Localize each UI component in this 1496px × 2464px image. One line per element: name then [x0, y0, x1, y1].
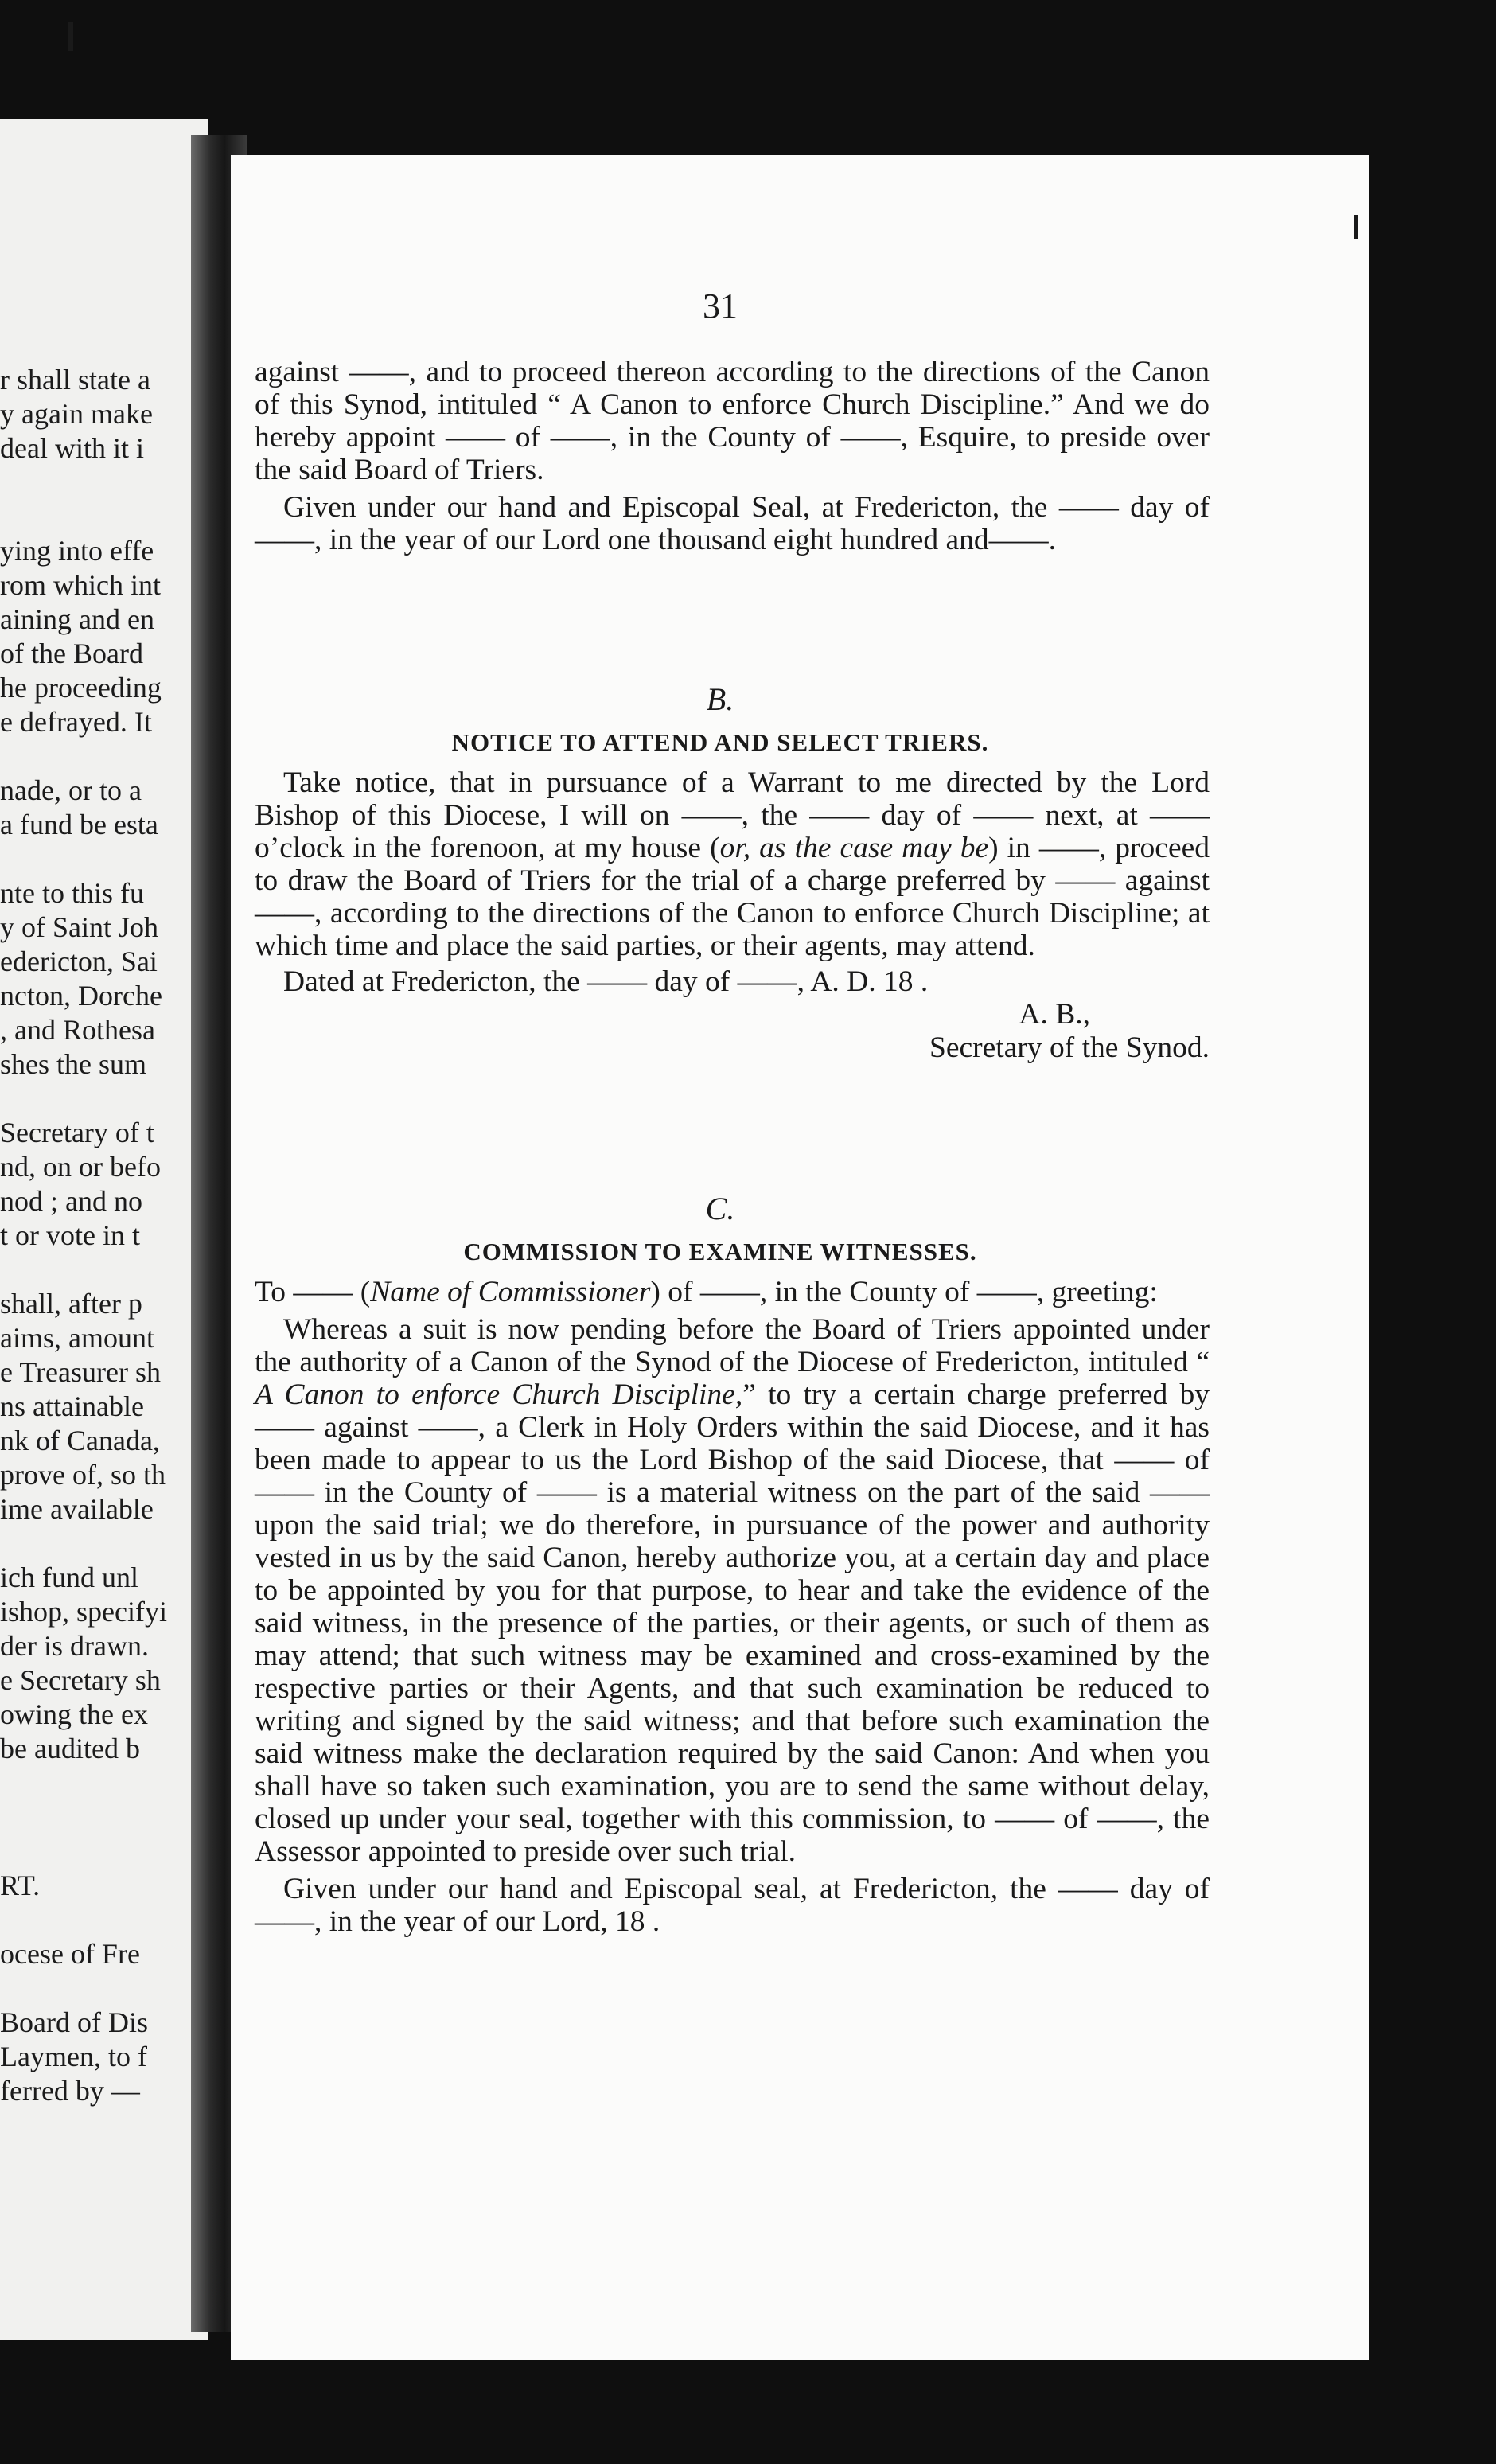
left-page-line: edericton, Sai — [0, 945, 158, 977]
section-b-italic: or, as the case may be — [719, 832, 989, 864]
section-b-paragraph — [231, 766, 1210, 962]
left-page-line: t or vote in t — [0, 1219, 140, 1251]
left-page-line: e defrayed. It — [0, 706, 152, 738]
left-page-line: e Treasurer sh — [0, 1356, 161, 1388]
left-page-line: be audited b — [0, 1733, 140, 1764]
section-c-text-1: Whereas a suit is now pending before the Board of Triers appointed under the authority of a Canon of the Synod of the Diocese of Fredericton, intituled “ — [255, 1313, 1210, 1378]
section-c-address — [231, 1276, 1210, 1308]
left-page-line: r shall state a — [0, 364, 150, 396]
left-page-line: he proceeding — [0, 672, 162, 704]
section-b-text-1: Take notice, that in pursuance of a Warrant to me directed by the Lord Bishop of this Diocese, I will on ——, the —— day of —— next, at —— o’clock in the forenoon, at my house ( — [255, 766, 1210, 864]
section-c-paragraph — [231, 1313, 1210, 1868]
section-c-heading: COMMISSION TO EXAMINE WITNESSES. — [463, 1238, 977, 1265]
left-page-line: ishop, specifyi — [0, 1596, 167, 1628]
left-page-line: , and Rothesa — [0, 1014, 155, 1046]
section-b-heading: NOTICE TO ATTEND AND SELECT TRIERS. — [451, 728, 989, 756]
left-page-line: y again make — [0, 398, 153, 430]
left-page-line: of the Board — [0, 637, 143, 669]
left-page-line: ying into effe — [0, 535, 154, 567]
left-page-line: shes the sum — [0, 1048, 146, 1080]
section-b-dated: Dated at Fredericton, the —— day of ——, A. D. 18 . — [283, 965, 929, 998]
section-b-signer: A. B., — [1019, 998, 1090, 1031]
left-page-line: a fund be esta — [0, 809, 158, 840]
left-page-line: nod ; and no — [0, 1185, 142, 1217]
left-page-line: ocese of Fre — [0, 1938, 140, 1970]
section-c-letter: C. — [705, 1191, 735, 1226]
left-page-line: prove of, so th — [0, 1459, 166, 1491]
left-page-line: nade, or to a — [0, 774, 142, 806]
left-page-line: Secretary of t — [0, 1117, 154, 1148]
section-c-given: Given under our hand and Episcopal seal, at Fredericton, the —— day of ——, in the year of our Lord, 18 . — [255, 1873, 1210, 1938]
section-c-to-2: ) of ——, in the County of ——, greeting: — [650, 1276, 1158, 1308]
section-b-signer-title: Secretary of the Synod. — [929, 1031, 1210, 1064]
left-page-line: Laymen, to f — [0, 2041, 147, 2072]
left-page-line: rom which int — [0, 569, 161, 601]
left-page-line: der is drawn. — [0, 1630, 149, 1662]
section-c-to-italic: Name of Commissioner — [370, 1276, 651, 1308]
right-page — [231, 155, 1369, 2360]
section-c-italic: A Canon to enforce Church Discipline, — [255, 1378, 743, 1411]
page-number: 31 — [703, 287, 738, 326]
left-page-line: ich fund unl — [0, 1561, 138, 1593]
left-page-line: Board of Dis — [0, 2006, 148, 2038]
section-c-text-2: ” to try a certain charge preferred by —— against ——, a Clerk in Holy Orders within the said Diocese, and it has been made to appear to us the Lord Bishop of the said Diocese, that —— of —— in the County of —— is a material witness on the part of the said —— upon the said trial; we do therefore, in pursuance of the power and authority vested in us by the said Canon, hereby authorize you, at a certain day and place to be appointed by you for that purpose, to hear and take the evidence of the said witness, in the presence of the parties, or their agents, or such of them as may attend; that such witness may be examined and cross-examined by the respective parties or their Agents, and that such examination be reduced to writing and signed by the said witness; and that before such examination the said witness make the declaration required by the said Canon: And when you shall have so taken such examination, you are to send the same without delay, closed up under your seal, together with this commission, to —— of ——, the Assessor appointed to preside over such trial. — [255, 1378, 1210, 1868]
section-c-to-1: To —— ( — [255, 1276, 371, 1308]
left-page-line: shall, after p — [0, 1288, 142, 1320]
left-page-line: y of Saint Joh — [0, 911, 159, 943]
left-facing-page — [0, 119, 208, 2340]
left-page-line: aining and en — [0, 603, 154, 635]
left-page-line: nte to this fu — [0, 877, 144, 909]
section-b — [231, 680, 1210, 1065]
left-page-line: e Secretary sh — [0, 1664, 161, 1696]
left-page-line: owing the ex — [0, 1698, 148, 1730]
section-a-paragraph-2: Given under our hand and Episcopal Seal, at Fredericton, the —— day of ——, in the year of our Lord one thousand eight hundred and——. — [255, 491, 1210, 556]
left-page-line: aims, amount — [0, 1322, 154, 1354]
left-page-line: deal with it i — [0, 432, 144, 464]
section-a-paragraph-1: against ——, and to proceed thereon according to the directions of the Canon of this Synod, intituled “ A Canon to enforce Church Discipline.” And we do hereby appoint —— of ——, in the County of ——, Esquire, to preside over the said Board of Triers. — [255, 356, 1210, 486]
section-a-tail — [231, 356, 1210, 556]
left-page-line: RT. — [0, 1869, 41, 1901]
section-b-letter: B. — [706, 681, 734, 717]
left-page-line: ferred by — — [0, 2075, 140, 2107]
left-page-line: nd, on or befo — [0, 1151, 161, 1183]
left-page-line: nk of Canada, — [0, 1425, 160, 1456]
edge-mark — [68, 22, 73, 51]
section-b-text-2: ) in ——, proceed to draw the Board of Triers for the trial of a charge preferred by —— against ——, according to the directions of the Canon to enforce Church Discipline; at which time and place the said parties, or their agents, may attend. — [255, 832, 1210, 962]
edge-mark — [1354, 215, 1358, 239]
section-c — [231, 1190, 1210, 1938]
left-page-line: ime available — [0, 1493, 154, 1525]
left-page-line: ns attainable — [0, 1390, 144, 1422]
left-page-line: ncton, Dorche — [0, 980, 162, 1012]
